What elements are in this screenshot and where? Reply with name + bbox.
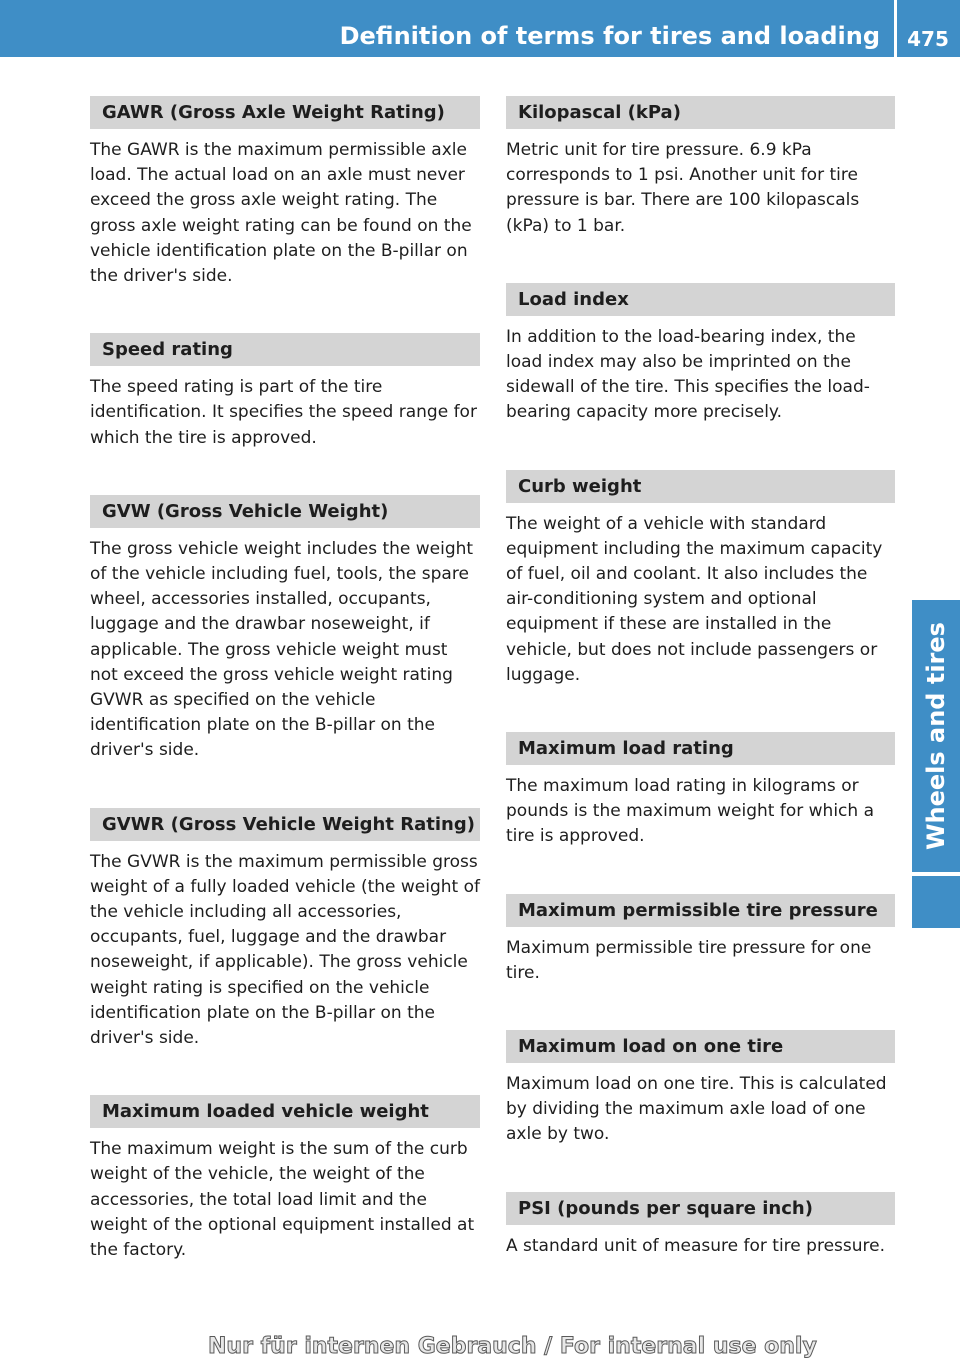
section-kilopascal <box>506 96 895 239</box>
section-heading: Load index <box>506 283 895 316</box>
right-column <box>506 96 895 1303</box>
section-gvw <box>90 495 480 764</box>
section-body: The GAWR is the maximum permissible axle load. The actual load on an axle must never exceed the gross axle weight rating. The gross axle weight rating can be found on the vehicle identification plate on the B-pillar on the driver's side. <box>90 140 472 287</box>
section-maximum-permissible-tire-pressure <box>506 894 895 986</box>
section-body: Maximum permissible tire pressure for one tire. <box>506 937 872 983</box>
section-heading: GVWR (Gross Vehicle Weight Rating) <box>90 808 480 841</box>
chapter-tab-marker <box>912 876 960 928</box>
section-body: In addition to the load-bearing index, the load index may also be imprinted on the sidewall of the tire. This specifies the load-bearing capacity more precisely. <box>506 326 870 423</box>
section-gawr <box>90 96 480 289</box>
section-body: The gross vehicle weight includes the weight of the vehicle including fuel, tools, the spare wheel, accessories installed, occupants, luggage and the drawbar noseweight, if applicable. The gross vehicle weight must not exceed the gross vehicle weight rating GVWR as specified on the vehicle identification plate on the B-pillar on the driver's side. <box>90 538 474 761</box>
section-body: Maximum load on one tire. This is calculated by dividing the maximum axle load of one axle by two. <box>506 1074 887 1145</box>
section-body: The GVWR is the maximum permissible gross weight of a fully loaded vehicle (the weight of the vehicle including all accessories, occupants, fuel, luggage and the drawbar noseweight, if applicable). The gross vehicle weight rating is specified on the vehicle identification plate on the B-pillar on the driver's side. <box>90 851 480 1049</box>
section-body: A standard unit of measure for tire pressure. <box>506 1235 885 1256</box>
section-heading: Maximum loaded vehicle weight <box>90 1095 480 1128</box>
left-column <box>90 96 480 1307</box>
section-gvwr <box>90 808 480 1052</box>
section-heading: Curb weight <box>506 470 895 503</box>
section-body: The maximum load rating in kilograms or pounds is the maximum weight for which a tire is approved. <box>506 776 874 847</box>
section-speed-rating <box>90 333 480 451</box>
section-maximum-load-on-one-tire <box>506 1030 895 1148</box>
section-heading: PSI (pounds per square inch) <box>506 1192 895 1225</box>
section-heading: Maximum permissible tire pressure <box>506 894 895 927</box>
section-body: The speed rating is part of the tire identification. It specifies the speed range for which the tire is approved. <box>90 377 477 448</box>
section-heading: Kilopascal (kPa) <box>506 96 895 129</box>
section-heading: Maximum load on one tire <box>506 1030 895 1063</box>
internal-use-watermark: Nur für internen Gebrauch / For internal use only <box>208 1334 817 1359</box>
section-body: Metric unit for tire pressure. 6.9 kPa corresponds to 1 psi. Another unit for tire pressure is bar. There are 100 kilopascals (kPa) to 1 bar. <box>506 140 860 236</box>
section-body: The weight of a vehicle with standard equipment including the maximum capacity of fuel, oil and coolant. It also includes the air-conditioning system and optional equipment if these are installed in the vehicle, but does not include passengers or luggage. <box>506 513 883 685</box>
section-curb-weight <box>506 470 895 688</box>
section-maximum-loaded-vehicle-weight <box>90 1095 480 1263</box>
section-heading: GAWR (Gross Axle Weight Rating) <box>90 96 480 129</box>
page-number: 475 <box>907 27 949 51</box>
chapter-tab-label: Wheels and tires <box>922 622 950 850</box>
section-heading: Maximum load rating <box>506 732 895 765</box>
section-load-index <box>506 283 895 426</box>
section-maximum-load-rating <box>506 732 895 850</box>
section-psi <box>506 1192 895 1259</box>
section-body: The maximum weight is the sum of the curb weight of the vehicle, the weight of the accessories, the total load limit and the weight of the optional equipment installed at the factory. <box>90 1139 475 1261</box>
page-title: Definition of terms for tires and loading <box>339 22 880 50</box>
section-heading: Speed rating <box>90 333 480 366</box>
section-heading: GVW (Gross Vehicle Weight) <box>90 495 480 528</box>
